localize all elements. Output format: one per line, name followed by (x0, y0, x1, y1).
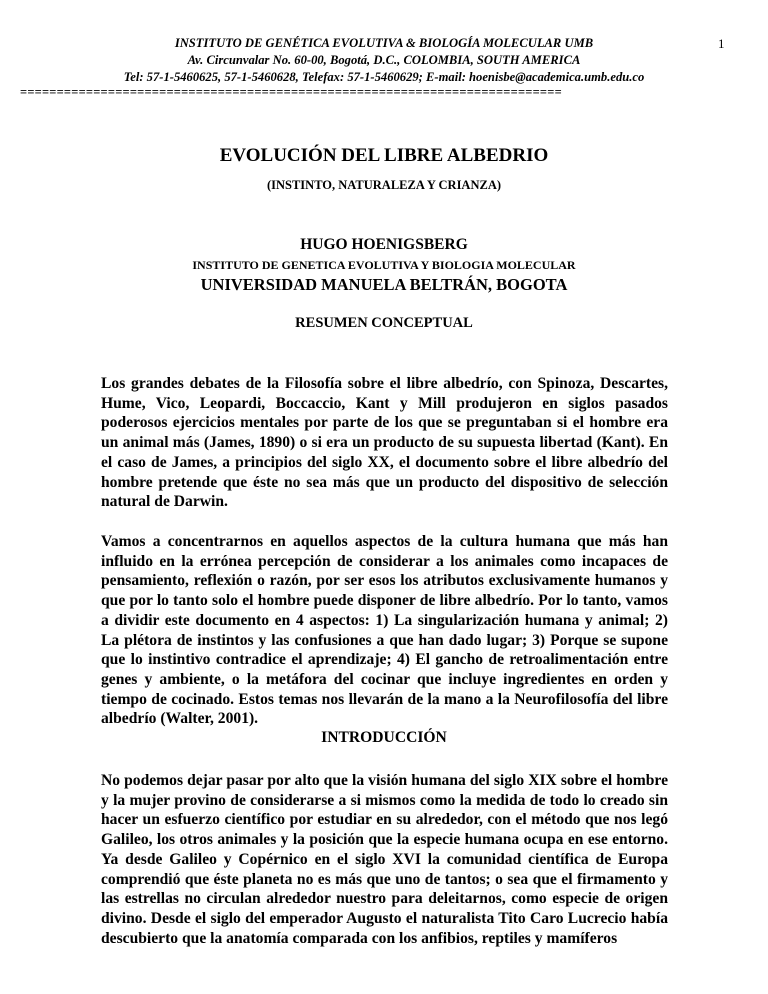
header-separator: ========================================================================== (20, 85, 562, 99)
header-institute: INSTITUTO DE GENÉTICA EVOLUTIVA & BIOLOGÍA MOLECULAR UMB (174, 36, 594, 50)
document-title: EVOLUCIÓN DEL LIBRE ALBEDRIO (219, 145, 549, 166)
abstract-heading: RESUMEN CONCEPTUAL (295, 315, 473, 331)
header-contact: Tel: 57-1-5460625, 57-1-5460628, Telefax: 57-1-5460629; E-mail: hoenisbe@academica.umb.edu.co (123, 70, 645, 84)
header-address: Av. Circunvalar No. 60-00, Bogotá, D.C., COLOMBIA, SOUTH AMERICA (187, 53, 581, 67)
author-name: HUGO HOENIGSBERG (300, 236, 468, 253)
introduction-heading: INTRODUCCIÓN (321, 729, 447, 746)
author-institute: INSTITUTO DE GENETICA EVOLUTIVA Y BIOLOGIA MOLECULAR (192, 258, 576, 272)
page-number: 1 (718, 36, 725, 51)
document-subtitle: (INSTINTO, NATURALEZA Y CRIANZA) (266, 178, 502, 192)
abstract-paragraph-1: Los grandes debates de la Filosofía sobre el libre albedrío, con Spinoza, Descartes, Hume, Vico, Leopardi, Boccaccio, Kant y Mill produjeron en siglos pasados poderosos ejercicios mentales por parte de los que se preguntaban si el hombre era un animal más (James, 1890) o si era un producto de su supuesta libertad (Kant). En el caso de James, a principios del siglo XX, el documento sobre el libre albedrío del hombre pretende que éste no sea más que un producto del dispositivo de selección natural de Darwin. (101, 375, 668, 511)
author-university: UNIVERSIDAD MANUELA BELTRÁN, BOGOTA (200, 275, 568, 294)
abstract-paragraph-2: Vamos a concentrarnos en aquellos aspectos de la cultura humana que más han influido en la errónea percepción de considerar a los animales como incapaces de pensamiento, reflexión o razón, por ser esos los atributos exclusivamente humanos y que por lo tanto solo el hombre puede disponer de libre albedrío. Por lo tanto, vamos a dividir este documento en 4 aspectos: 1) La singularización humana y animal; 2) La plétora de instintos y las confusiones a que han dado lugar; 3) Porque se supone que lo instintivo contradice el aprendizaje; 4) El gancho de retroalimentación entre genes y ambiente, o la metáfora del cocinar que incluye ingredientes en orden y tiempo de cocinado. Estos temas nos llevarán de la mano a la Neurofilosofía del libre albedrío (Walter, 2001). (101, 533, 668, 728)
introduction-paragraph: No podemos dejar pasar por alto que la visión humana del siglo XIX sobre el hombre y la mujer provino de considerarse a si mismos como la medida de todo lo creado sin hacer un esfuerzo científico por estudiar en su alrededor, con el método que nos legó Galileo, los otros animales y la posición que la especie humana ocupa en ese entorno. Ya desde Galileo y Copérnico en el siglo XVI la comunidad científica de Europa comprendió que éste planeta no es más que uno de tantos; o sea que el firmamento y las estrellas no circulan alrededor nuestro para deleitarnos, como especie de origen divino. Desde el siglo del emperador Augusto el naturalista Tito Caro Lucrecio había descubierto que la anatomía comparada con los anfibios, reptiles y mamíferos (101, 772, 668, 947)
